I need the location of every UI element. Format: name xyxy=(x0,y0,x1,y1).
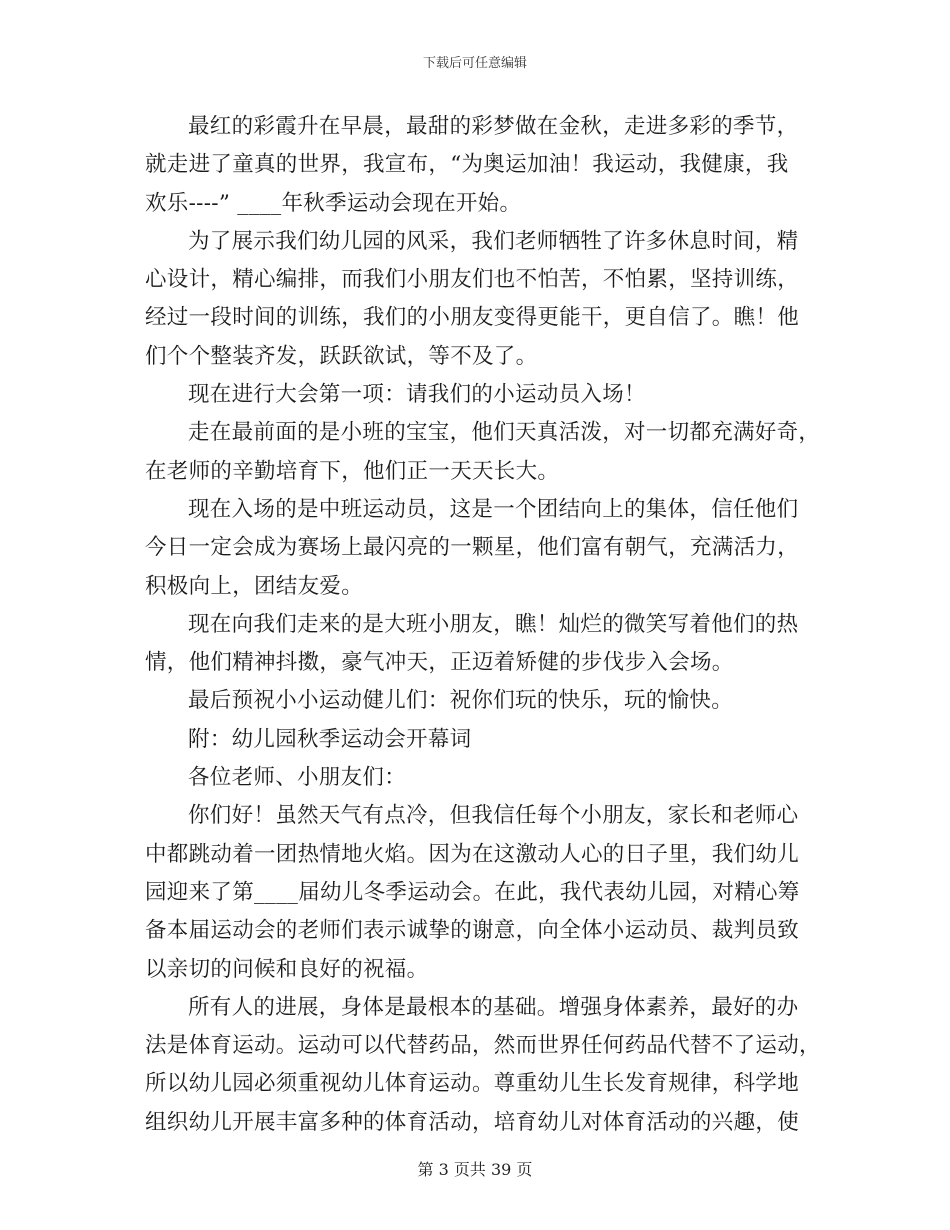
text-line: 在老师的辛勤培育下，他们正一天天长大。 xyxy=(145,458,560,484)
text-line: 以亲切的问候和良好的祝福。 xyxy=(145,956,429,982)
text-line: 中都跳动着一团热情地火焰。因为在这激动人心的日子里，我们幼儿 xyxy=(145,841,800,867)
text-line: 法是体育运动。运动可以代替药品，然而世界任何药品代替不了运动， xyxy=(145,1033,821,1059)
text-line: 走在最前面的是小班的宝宝，他们天真活泼，对一切都充满好奇， xyxy=(188,420,821,446)
text-line: 积极向上，团结友爱。 xyxy=(145,573,364,599)
text-line: 心设计，精心编排，而我们小朋友们也不怕苦，不怕累，坚持训练， xyxy=(145,267,800,293)
text-line: 最后预祝小小运动健儿们：祝你们玩的快乐，玩的愉快。 xyxy=(188,688,734,714)
text-line: 组织幼儿开展丰富多种的体育活动，培育幼儿对体育活动的兴趣，使 xyxy=(145,1109,800,1135)
text-line: 为了展示我们幼儿园的风采，我们老师牺牲了许多休息时间，精 xyxy=(188,228,799,254)
text-line: 经过一段时间的训练，我们的小朋友变得更能干，更自信了。瞧！他 xyxy=(145,305,800,331)
text-line: 现在向我们走来的是大班小朋友，瞧！灿烂的微笑写着他们的热 xyxy=(188,611,799,637)
text-line: 所以幼儿园必须重视幼儿体育运动。尊重幼儿生长发育规律，科学地 xyxy=(145,1071,800,1097)
text-line: 附：幼儿园秋季运动会开幕词 xyxy=(188,726,472,752)
page-footer: 第 3 页共 39 页 xyxy=(417,1160,533,1179)
text-line: 园迎来了第____届幼儿冬季运动会。在此，我代表幼儿园，对精心筹 xyxy=(145,879,800,905)
page-header: 下载后可任意编辑 xyxy=(422,56,527,71)
text-line: 现在进行大会第一项：请我们的小运动员入场！ xyxy=(188,382,646,408)
text-line: 各位老师、小朋友们： xyxy=(188,765,407,791)
text-line: 情，他们精神抖擞，豪气冲天，正迈着矫健的步伐步入会场。 xyxy=(145,650,734,676)
document-body xyxy=(145,108,821,1142)
text-line: 欢乐----” ____年秋季运动会现在开始。 xyxy=(145,190,522,216)
text-line: 最红的彩霞升在早晨，最甜的彩梦做在金秋，走进多彩的季节， xyxy=(188,114,799,139)
text-line: 们个个整装齐发，跃跃欲试，等不及了。 xyxy=(145,343,538,369)
text-line: 今日一定会成为赛场上最闪亮的一颗星，他们富有朝气，充满活力， xyxy=(145,535,800,561)
text-line: 所有人的进展，身体是最根本的基础。增强身体素养，最好的办 xyxy=(188,994,799,1020)
text-line: 就走进了童真的世界，我宣布，“为奥运加油！我运动，我健康，我 xyxy=(145,152,789,178)
text-line: 你们好！虽然天气有点冷，但我信任每个小朋友，家长和老师心 xyxy=(188,803,799,829)
text-line: 备本届运动会的老师们表示诚挚的谢意，向全体小运动员、裁判员致 xyxy=(145,918,800,944)
text-line: 现在入场的是中班运动员，这是一个团结向上的集体，信任他们 xyxy=(188,496,799,522)
